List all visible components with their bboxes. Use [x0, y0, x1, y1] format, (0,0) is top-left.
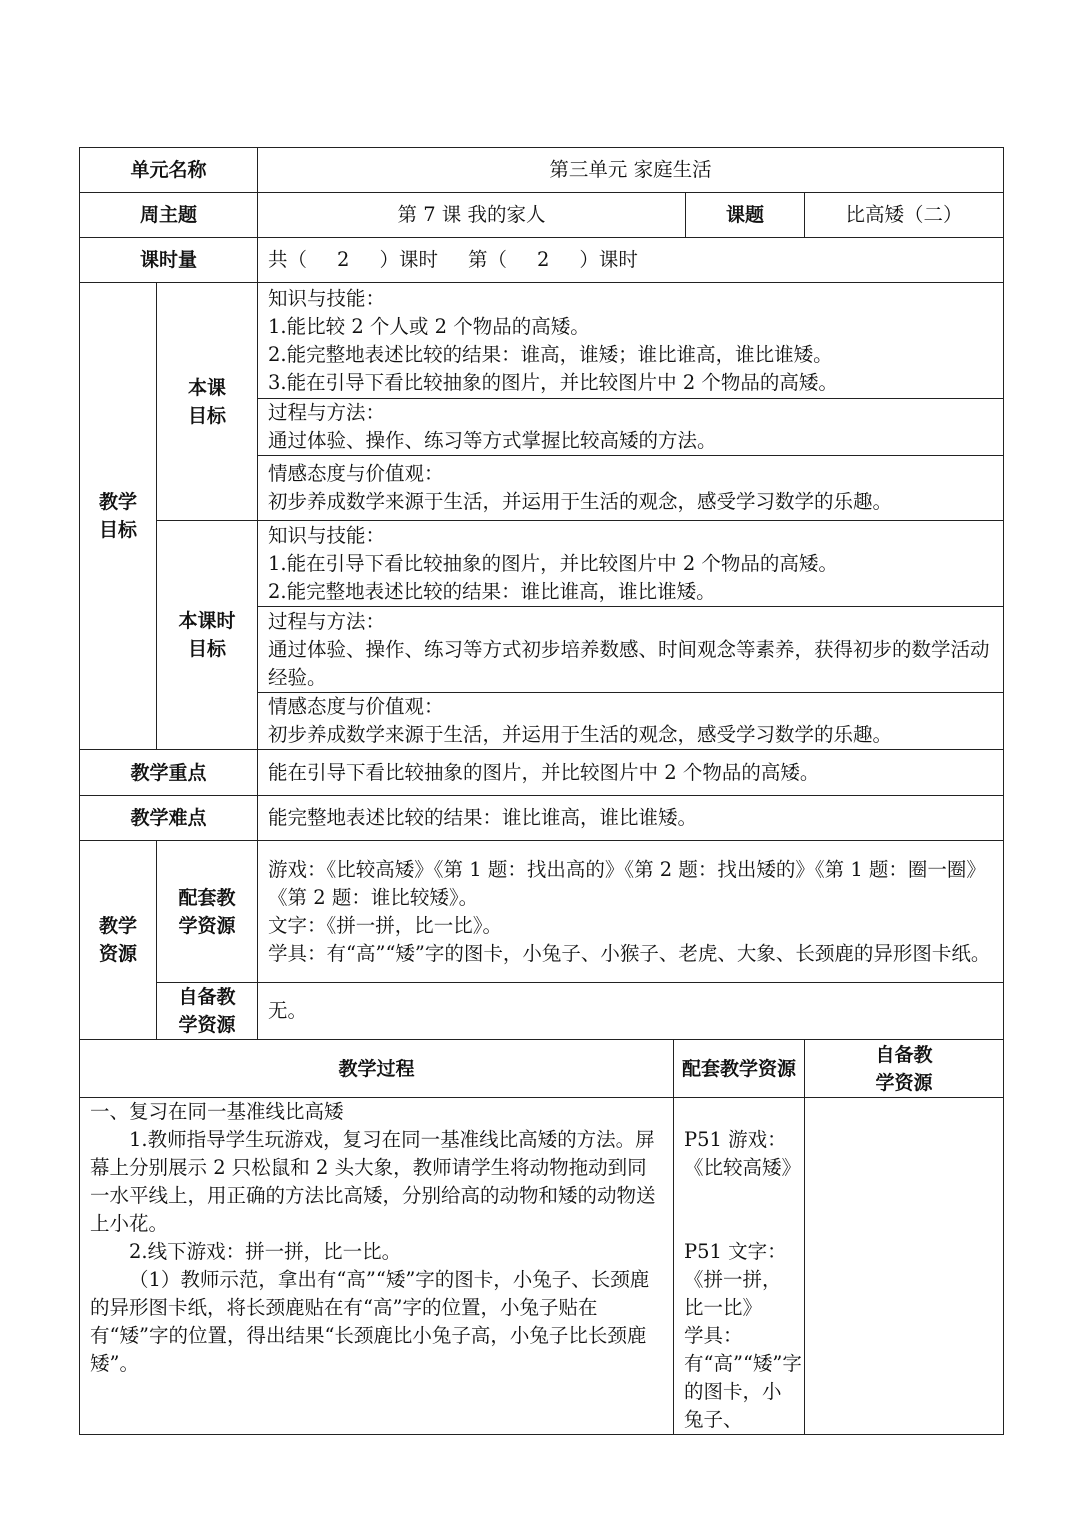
process-header-row — [80, 1040, 1004, 1098]
topic-value: 比高矮（二） — [805, 193, 1004, 238]
unit-value: 第三单元 家庭生活 — [258, 148, 1004, 193]
goals-row-4 — [80, 521, 1004, 607]
process-p2: 2.线下游戏：拼一拼，比一比。 — [129, 1240, 402, 1263]
lesson-process: 过程与方法： 通过体验、操作、练习等方式掌握比较高矮的方法。 — [258, 399, 1004, 456]
process-res2: P51 文字：《拼一拼，比一比》 — [684, 1240, 787, 1319]
process-body-row — [80, 1098, 1004, 1435]
process-col-header: 教学过程 — [80, 1040, 674, 1098]
hours-current: 2 — [536, 248, 550, 271]
hours-row — [80, 238, 1004, 283]
lesson-knowledge: 知识与技能： 1.能比较 2 个人或 2 个物品的高矮。 2.能完整地表述比较的结果：谁高，谁矮；谁比谁高，谁比谁矮。 3.能在引导下看比较抽象的图片，并比较图片中 2 个物品的高矮。 — [258, 283, 1004, 399]
unit-label: 单元名称 — [80, 148, 258, 193]
hours-total-post: ）课时 — [379, 248, 438, 271]
hour-knowledge: 知识与技能： 1.能在引导下看比较抽象的图片，并比较图片中 2 个物品的高矮。 2.能完整地表述比较的结果：谁比谁高，谁比谁矮。 — [258, 521, 1004, 607]
key-point-value: 能在引导下看比较抽象的图片，并比较图片中 2 个物品的高矮。 — [258, 750, 1004, 796]
process-p3: （1）教师示范，拿出有“高”“矮”字的图卡，小兔子、长颈鹿的异形图卡纸，将长颈鹿贴在有“高”字的位置，小兔子贴在有“矮”字的位置，得出结果“长颈鹿比小兔子高，小兔子比长颈鹿矮”。 — [90, 1268, 650, 1375]
week-row — [80, 193, 1004, 238]
hour-goals-label: 本课时目标 — [157, 521, 258, 750]
process-self — [805, 1098, 1004, 1435]
key-point-label: 教学重点 — [80, 750, 258, 796]
process-matching-col-header: 配套教学资源 — [674, 1040, 805, 1098]
matching-resources-label: 配套教学资源 — [157, 841, 258, 983]
goals-label: 教学目标 — [80, 283, 157, 750]
hours-label: 课时量 — [80, 238, 258, 283]
hour-attitude: 情感态度与价值观： 初步养成数学来源于生活，并运用于生活的观念，感受学习数学的乐趣。 — [258, 693, 1004, 750]
lesson-attitude: 情感态度与价值观： 初步养成数学来源于生活，并运用于生活的观念，感受学习数学的乐趣。 — [258, 456, 1004, 521]
key-point-row — [80, 750, 1004, 796]
self-resources-value: 无。 — [258, 983, 1004, 1040]
self-resources-label: 自备教学资源 — [157, 983, 258, 1040]
resources-row-1 — [80, 841, 1004, 983]
hours-current-post: ）课时 — [579, 248, 638, 271]
process-self-col-header: 自备教学资源 — [805, 1040, 1004, 1098]
resources-label: 教学资源 — [80, 841, 157, 1040]
hours-total-pre: 共（ — [268, 248, 308, 271]
difficulty-label: 教学难点 — [80, 796, 258, 841]
difficulty-row — [80, 796, 1004, 841]
matching-resources: 游戏：《比较高矮》《第 1 题：找出高的》《第 2 题：找出矮的》《第 1 题：圈一圈》《第 2 题：谁比较矮》。 文字：《拼一拼，比一比》。 学具：有“高”“矮”字的图卡，小兔子、小猴子、老虎、大象、长颈鹿的异形图卡纸。 — [258, 841, 1004, 983]
topic-label: 课题 — [686, 193, 805, 238]
week-value: 第 7 课 我的家人 — [258, 193, 686, 238]
lesson-plan-table — [79, 147, 1004, 1435]
process-matching — [674, 1098, 805, 1435]
goals-row-1 — [80, 283, 1004, 399]
resources-row-2 — [80, 983, 1004, 1040]
lesson-plan-page — [79, 147, 1003, 1435]
hours-current-pre: 第（ — [467, 248, 507, 271]
hours-value — [258, 238, 1004, 283]
lesson-goals-label: 本课目标 — [157, 283, 258, 521]
process-content — [80, 1098, 674, 1435]
process-p1: 1.教师指导学生玩游戏，复习在同一基准线比高矮的方法。屏幕上分别展示 2 只松鼠和 2 头大象，教师请学生将动物拖动到同一水平线上，用正确的方法比高矮，分别给高的动物和矮的动物送上小花。 — [90, 1128, 656, 1235]
week-label: 周主题 — [80, 193, 258, 238]
hours-total: 2 — [337, 248, 350, 271]
unit-row — [80, 148, 1004, 193]
difficulty-value: 能完整地表述比较的结果：谁比谁高，谁比谁矮。 — [258, 796, 1004, 841]
process-res3: 学具：有“高”“矮”字的图卡，小兔子、 — [684, 1324, 802, 1431]
process-res1: P51 游戏：《比较高矮》 — [684, 1128, 802, 1179]
hour-process: 过程与方法： 通过体验、操作、练习等方式初步培养数感、时间观念等素养，获得初步的数学活动经验。 — [258, 607, 1004, 693]
section1-title: 一、复习在同一基准线比高矮 — [90, 1100, 344, 1123]
